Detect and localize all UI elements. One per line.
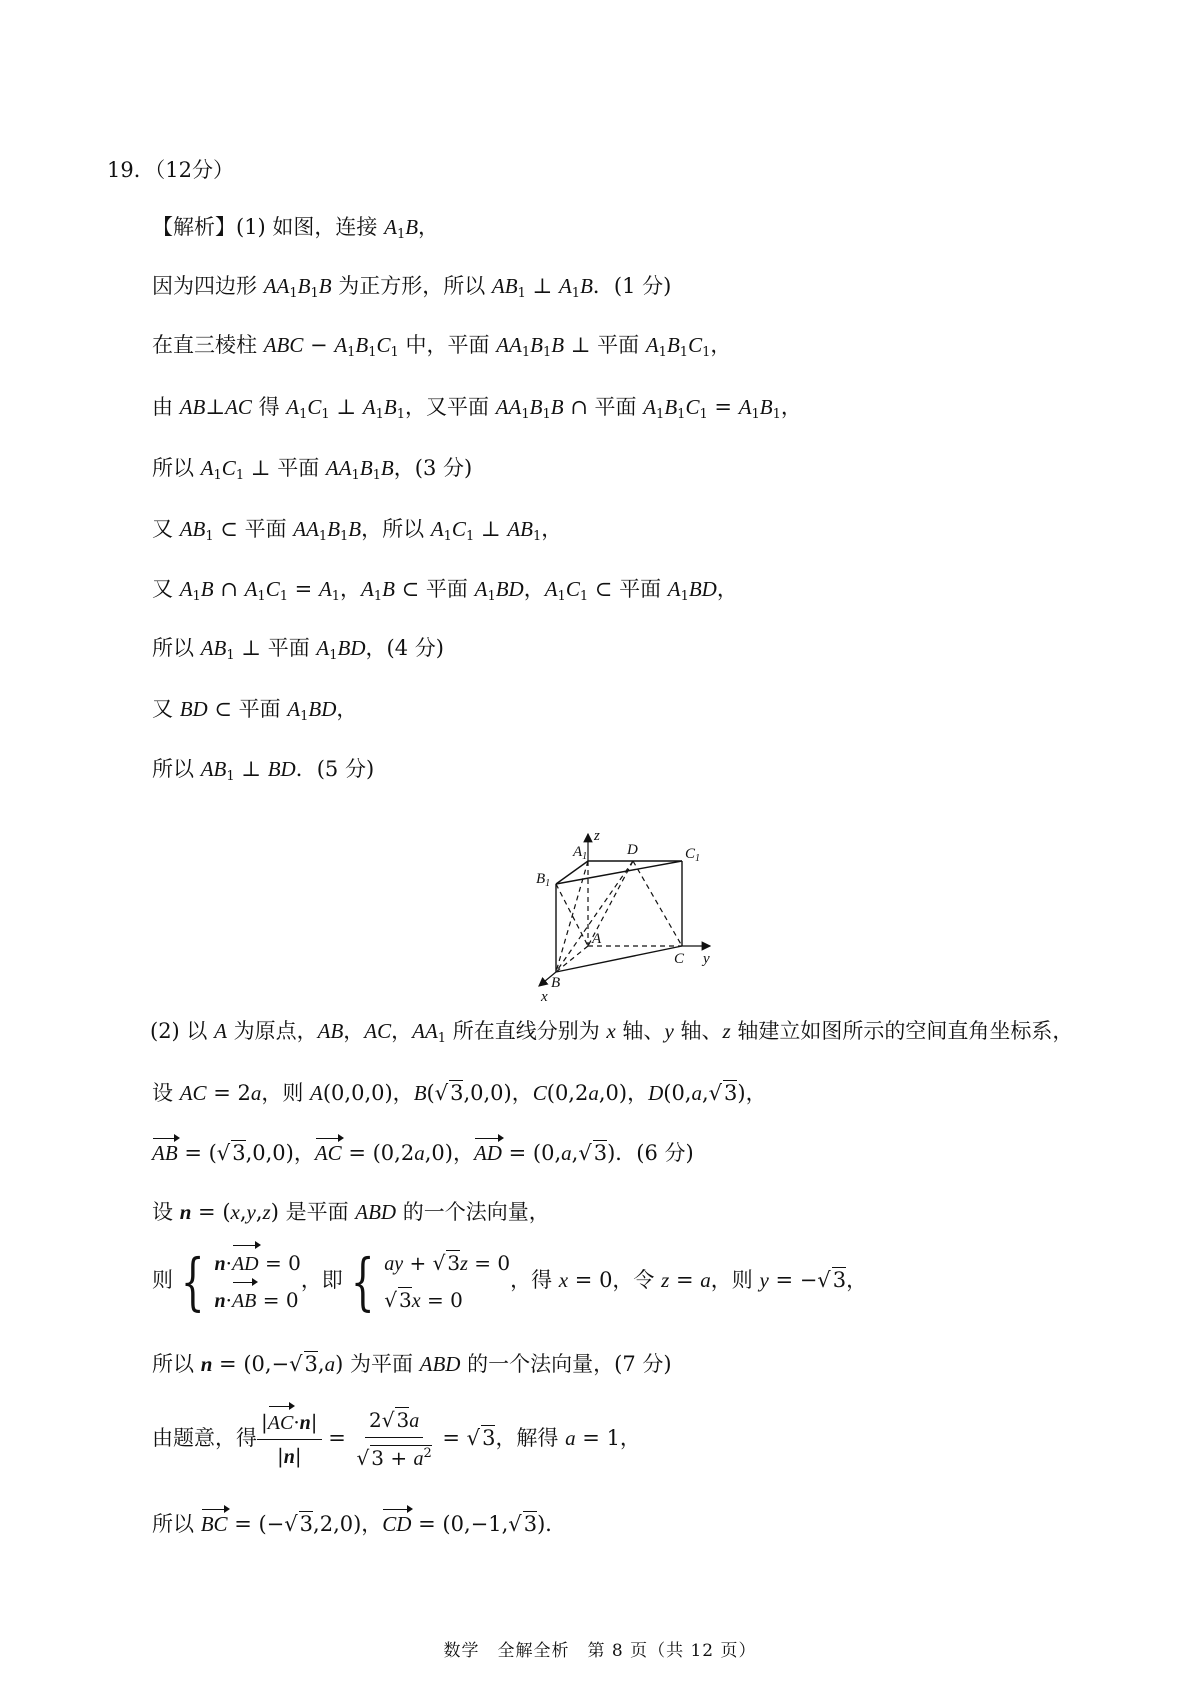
solution-line: 又 BD ⊂ 平面 $A_1BD$，: [152, 697, 358, 724]
solution-line: 【解析】(1) 如图，连接 $A_1B$，: [152, 215, 440, 242]
solution-line: 所以 $A_1C_1$ ⊥ 平面 $AA_1B_1B$，(3 分): [152, 456, 473, 483]
solution-line: 设 n = (x,y,z) 是平面 ABD 的一个法向量，: [152, 1200, 550, 1224]
label-a: A: [592, 931, 602, 947]
diag-a1-b: [556, 861, 588, 972]
question-heading: 19．（12分）: [107, 158, 234, 182]
label-x: x: [541, 989, 548, 1005]
label-y: y: [703, 951, 710, 967]
label-z: z: [594, 828, 600, 844]
solution-line: 所以 $AB_1$ ⊥ 平面 $A_1BD$，(4 分): [152, 636, 444, 663]
solution-line: 所以 $AB_1$ ⊥ BD．(5 分): [152, 757, 375, 784]
analysis-label: 【解析】: [152, 215, 236, 239]
edge-b-c: [556, 946, 682, 972]
page-footer: 数学 全解全析 第 8 页（共 12 页）: [443, 1641, 757, 1661]
solution-line: 又 $A_1B$ ∩ $A_1C_1 = A_1$，$A_1B$ ⊂ 平面 $A_1BD$，$A_1C_1$ ⊂ 平面 $A_1BD$，: [152, 577, 738, 604]
solution-line: (2) 以 A 为原点，AB，AC，$AA_1$ 所在直线分别为 x 轴、y 轴、z 轴建立如图所示的空间直角坐标系，: [150, 1019, 1074, 1046]
solution-line: 所以 n = (0,−√3,a) 为平面 ABD 的一个法向量，(7 分): [152, 1352, 672, 1376]
solution-line: 在直三棱柱 ABC − $A_1B_1C_1$ 中，平面 $AA_1B_1B$ ⊥ 平面 $A_1B_1C_1$，: [152, 333, 732, 360]
label-c1: $C_1$: [685, 846, 701, 864]
solution-line: 设 AC = 2a，则 A(0,0,0)，B(√3,0,0)，C(0,2a,0)，D(0,a,√3)，: [152, 1081, 767, 1105]
prism-diagram: [525, 826, 725, 1006]
solution-line: 由 AB⊥AC 得 $A_1C_1$ ⊥ $A_1B_1$，又平面 $AA_1B_1B$ ∩ 平面 $A_1B_1C_1 = A_1B_1$，: [152, 395, 802, 422]
seg-d-c: [633, 861, 682, 946]
edge-b1-c1: [556, 861, 682, 884]
solution-line: 由题意，得 $\frac{|AC\cdot n|}{|n|}$ = $\frac{2√ 3a}{√ 3 + a^2}$ = √3，解得 a = 1，: [152, 1400, 641, 1476]
label-a1: $A_1$: [573, 844, 588, 862]
label-c: C: [674, 951, 685, 967]
label-b: B: [551, 975, 561, 991]
label-b1: $B_1$: [536, 871, 551, 889]
prism-figure: [525, 826, 725, 1010]
solution-line: 又 $AB_1$ ⊂ 平面 $AA_1B_1B$，所以 $A_1C_1$ ⊥ $AB_1$，: [152, 517, 563, 544]
label-d: D: [627, 842, 638, 858]
solution-line: 所以 BC = (−√3,2,0)，CD = (0,−1,√3)．: [152, 1509, 566, 1539]
solution-line: AB = (√3,0,0)，AC = (0,2a,0)，AD = (0,a,√3)．(6 分): [152, 1138, 694, 1168]
solution-line: 因为四边形 $AA_1B_1B$ 为正方形，所以 $AB_1$ ⊥ $A_1B$．(1 分): [152, 274, 672, 301]
solution-line: 则 { n·AD = 0 n·AB = 0 ，即 { ay + √ 3z = 0 √ 3x = 0 ，得 x = 0，令 z = a，则 y = −√3，: [152, 1244, 868, 1318]
